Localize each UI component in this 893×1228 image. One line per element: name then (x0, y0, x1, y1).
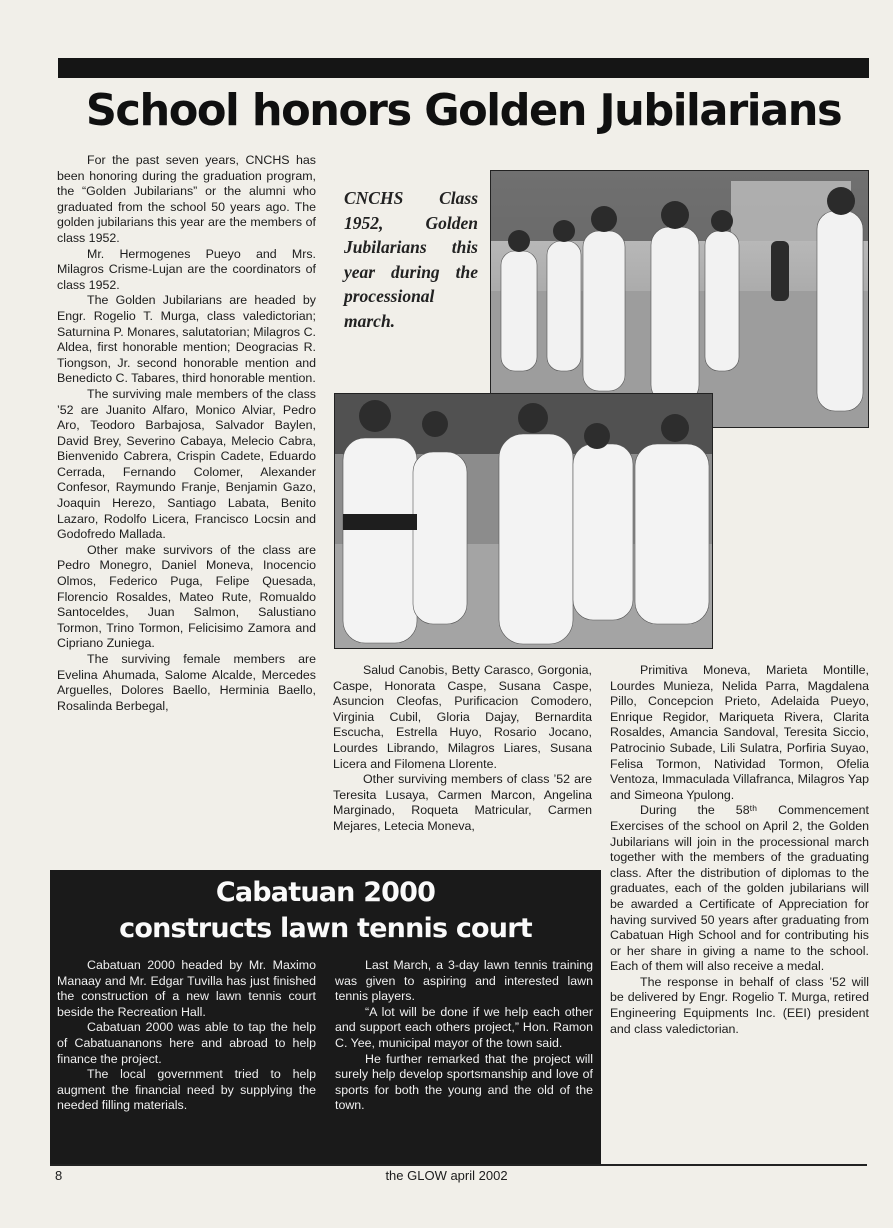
paragraph: Cabatuan 2000 headed by Mr. Maximo Manaay and Mr. Edgar Tuvilla has just finished the construction of a new lawn tennis court beside the Recreation Hall. (57, 958, 316, 1019)
article-column-3 (610, 663, 869, 1037)
sidebar-title-line-2: constructs lawn tennis court (119, 913, 532, 944)
paragraph: He further remarked that the project will surely help develop sportsmanship and love of sports for both the young and the old of the town. (335, 1051, 593, 1113)
paragraph: The surviving male members of the class ’52 are Juanito Alfaro, Monico Alviar, Pedro Aro, Teodoro Barbajosa, Salvador Baylen, David Brey, Severino Cabaya, Melecio Cabra, Bienvenido Cabrera, Crispin Cadete, Eduardo Cerrada, Fernando Colomer, Alexander Confesor, Raymundo Franje, Benjamin Gazo, Joaquin Herezo, Santiago Labata, Benito Lazaro, Rodolfo Licera, Francisco Locsin and Godofredo Mallada. (57, 386, 316, 542)
processional-photo-top (490, 170, 869, 428)
article-column-2 (333, 663, 592, 835)
paragraph: The surviving female members are Evelina Ahumada, Salome Alcalde, Mercedes Arguelles, Dolores Baello, Herminia Baello, Rosalinda Berbegal, (57, 652, 316, 713)
paragraph: Cabatuan 2000 was able to tap the help of Cabatuananons here and abroad to help finance the project. (57, 1020, 316, 1066)
paragraph: The Golden Jubilarians are headed by Engr. Rogelio T. Murga, class valedictorian; Saturnina P. Monares, salutatorian; Milagros C. Aldea, first honorable mention; Deogracias R. Tiongson, Jr. second honorable mention and Benedicto C. Tabares, third honorable mention. (57, 293, 316, 386)
paragraph: The local government tried to help augment the financial need by supplying the needed filling materials. (57, 1067, 316, 1113)
paragraph: Mr. Hermogenes Pueyo and Mrs. Milagros Crisme-Lujan are the coordinators of class 1952. (57, 246, 316, 292)
paragraph: During the 58ᵗʰ Commencement Exercises of the school on April 2, the Golden Jubilarians will join in the processional march together with the members of the graduating class. After the distribution of diplomas to the graduates, each of the golden jubilarians will be awarded a Certificate of Appreciation for having survived 50 years after graduating from Cabatuan High School and for contributing his or her share in giving a name to the school. Each of them will also receive a medal. (610, 803, 869, 974)
top-rule (58, 58, 869, 78)
paragraph: “A lot will be done if we help each other and support each others project,” Hon. Ramon C. Yee, municipal mayor of the town said. (335, 1004, 593, 1050)
paragraph: Other make survivors of the class are Pedro Monegro, Daniel Moneva, Inocencio Olmos, Federico Puga, Felipe Quesada, Florencio Rosaldes, Mateo Rute, Romualdo Santoceldes, Juan Salmon, Salustiano Tormon, Trino Tormon, Felicisimo Zamora and Cipriano Zuniega. (57, 542, 316, 651)
footer-rule (50, 1164, 867, 1166)
article-column-1 (57, 153, 316, 714)
paragraph: For the past seven years, CNCHS has been honoring during the graduation program, the “Golden Jubilarians” or the alumni who graduated from the school 50 years ago. The golden jubilarians this year are the members of class 1952. (57, 153, 316, 245)
paragraph: Primitiva Moneva, Marieta Montille, Lourdes Munieza, Nelida Parra, Magdalena Pillo, Concepcion Prieto, Adelaida Pueyo, Enrique Regidor, Mariqueta Rivera, Clarita Rosaldes, Amancia Sandoval, Teresita Siccio, Patrocinio Subade, Lili Sulatra, Porfiria Suyao, Felisa Tormon, Natividad Tormon, Ofelia Ventoza, Immaculada Villafranca, Milagros Yap and Simeona Ypulong. (610, 663, 869, 802)
paragraph: Salud Canobis, Betty Carasco, Gorgonia, Caspe, Honorata Caspe, Susana Caspe, Asuncion Cleofas, Purificacion Comodero, Virginia Cubil, Gloria Dajay, Bernardita Escucha, Estrella Huyo, Rosario Jocano, Lourdes Librando, Milagros Liares, Susana Licera and Filomena Llorente. (333, 663, 592, 771)
paragraph: The response in behalf of class ’52 will be delivered by Engr. Rogelio T. Murga, retired Engineering Equipments Inc. (EEI) president and class valedictorian. (610, 974, 869, 1036)
sidebar-title-line-1: Cabatuan 2000 (215, 877, 436, 908)
page-number: 8 (55, 1168, 63, 1183)
publication-footer: the GLOW april 2002 (385, 1168, 508, 1183)
sidebar-column-2 (335, 958, 593, 1114)
paragraph: Last March, a 3-day lawn tennis training was given to aspiring and interested lawn tennis players. (335, 958, 593, 1004)
sidebar-box (50, 870, 601, 1164)
paragraph: Other surviving members of class ’52 are Teresita Lusaya, Carmen Marcon, Angelina Marginado, Roqueta Matricular, Carmen Mejares, Letecia Moneva, (333, 772, 592, 833)
headline: School honors Golden Jubilarians (85, 85, 842, 136)
sidebar-column-1 (57, 958, 316, 1114)
photo-caption: CNCHS Class 1952, Golden Jubilarians this year during the processional march. (344, 188, 478, 331)
processional-photo-middle (334, 393, 713, 649)
